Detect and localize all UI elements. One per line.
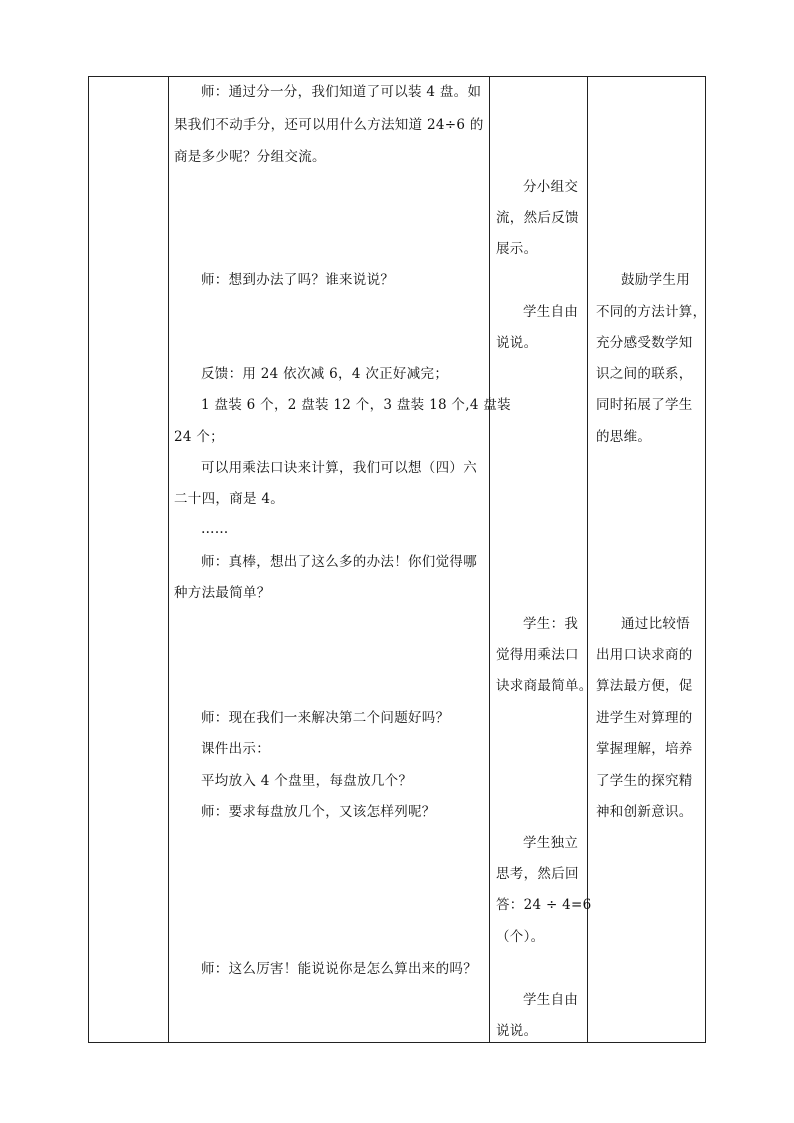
student-activity-column: [490, 77, 593, 1042]
text-line: 师：这么厉害！能说说你是怎么算出来的吗？: [201, 961, 477, 977]
text-line: 师：要求每盘放几个，又该怎样列呢？: [201, 804, 436, 820]
text-line: 说说。: [496, 1023, 538, 1039]
text-line: 分小组交: [523, 179, 579, 195]
text-line: 1 盘装 6 个，2 盘装 12 个，3 盘装 18 个,4 盘装: [201, 397, 511, 413]
text-line: 果我们不动手分，还可以用什么方法知道 24÷6 的: [174, 117, 484, 133]
text-line: （个）。: [496, 929, 545, 945]
blank-column: [89, 77, 168, 1042]
text-line: 可以用乘法口诀来计算，我们可以想（四）六: [201, 460, 477, 476]
lesson-plan-table: [88, 76, 706, 1043]
text-line: 进学生对算理的: [596, 710, 693, 726]
text-line: 师：想到办法了吗？谁来说说？: [201, 272, 395, 288]
text-line: 鼓励学生用: [621, 272, 690, 288]
teacher-activity-column: [168, 77, 511, 1042]
text-line: 种方法最简单？: [174, 585, 271, 601]
text-line: 了学生的探究精: [596, 773, 693, 789]
text-line: 商是多少呢？分组交流。: [174, 149, 326, 165]
text-line: 反馈：用 24 依次减 6，4 次正好减完；: [201, 366, 449, 382]
text-line: 思考，然后回: [496, 866, 579, 882]
text-line: 平均放入 4 个盘里，每盘放几个？: [201, 773, 413, 789]
text-line: 出用口诀求商的: [596, 647, 693, 663]
text-line: 掌握理解，培养: [596, 741, 693, 757]
text-line: 展示。: [496, 241, 538, 257]
text-line: 觉得用乘法口: [496, 647, 579, 663]
text-line: 流，然后反馈: [496, 210, 579, 226]
text-line: 24 个；: [174, 429, 224, 445]
text-line: 同时拓展了学生: [596, 397, 693, 413]
text-line: 学生自由: [523, 992, 579, 1008]
text-line: 二十四，商是 4。: [174, 491, 285, 507]
text-line: 答：24 ÷ 4=6: [496, 897, 592, 913]
text-line: 学生独立: [523, 835, 579, 851]
text-line: 学生自由: [523, 304, 579, 320]
design-intent-column: [588, 77, 706, 1042]
text-line: 识之间的联系，: [596, 366, 693, 382]
text-line: 通过比较悟: [621, 616, 690, 632]
text-line: 师：现在我们一来解决第二个问题好吗？: [201, 710, 450, 726]
text-line: 师：真棒，想出了这么多的办法！你们觉得哪: [201, 554, 477, 570]
text-line: 不同的方法计算，: [596, 304, 707, 320]
text-line: 说说。: [496, 335, 538, 351]
text-line: 课件出示：: [201, 741, 270, 757]
text-line: 神和创新意识。: [596, 804, 693, 820]
text-line: 师：通过分一分，我们知道了可以装 4 盘。如: [201, 84, 482, 100]
text-line: 充分感受数学知: [596, 335, 693, 351]
text-line: 的思维。: [596, 429, 652, 445]
text-line: 学生：我: [523, 616, 579, 632]
text-line: 诀求商最简单。: [496, 678, 593, 694]
text-line: 算法最方便，促: [596, 678, 693, 694]
text-line: ……: [201, 521, 229, 537]
